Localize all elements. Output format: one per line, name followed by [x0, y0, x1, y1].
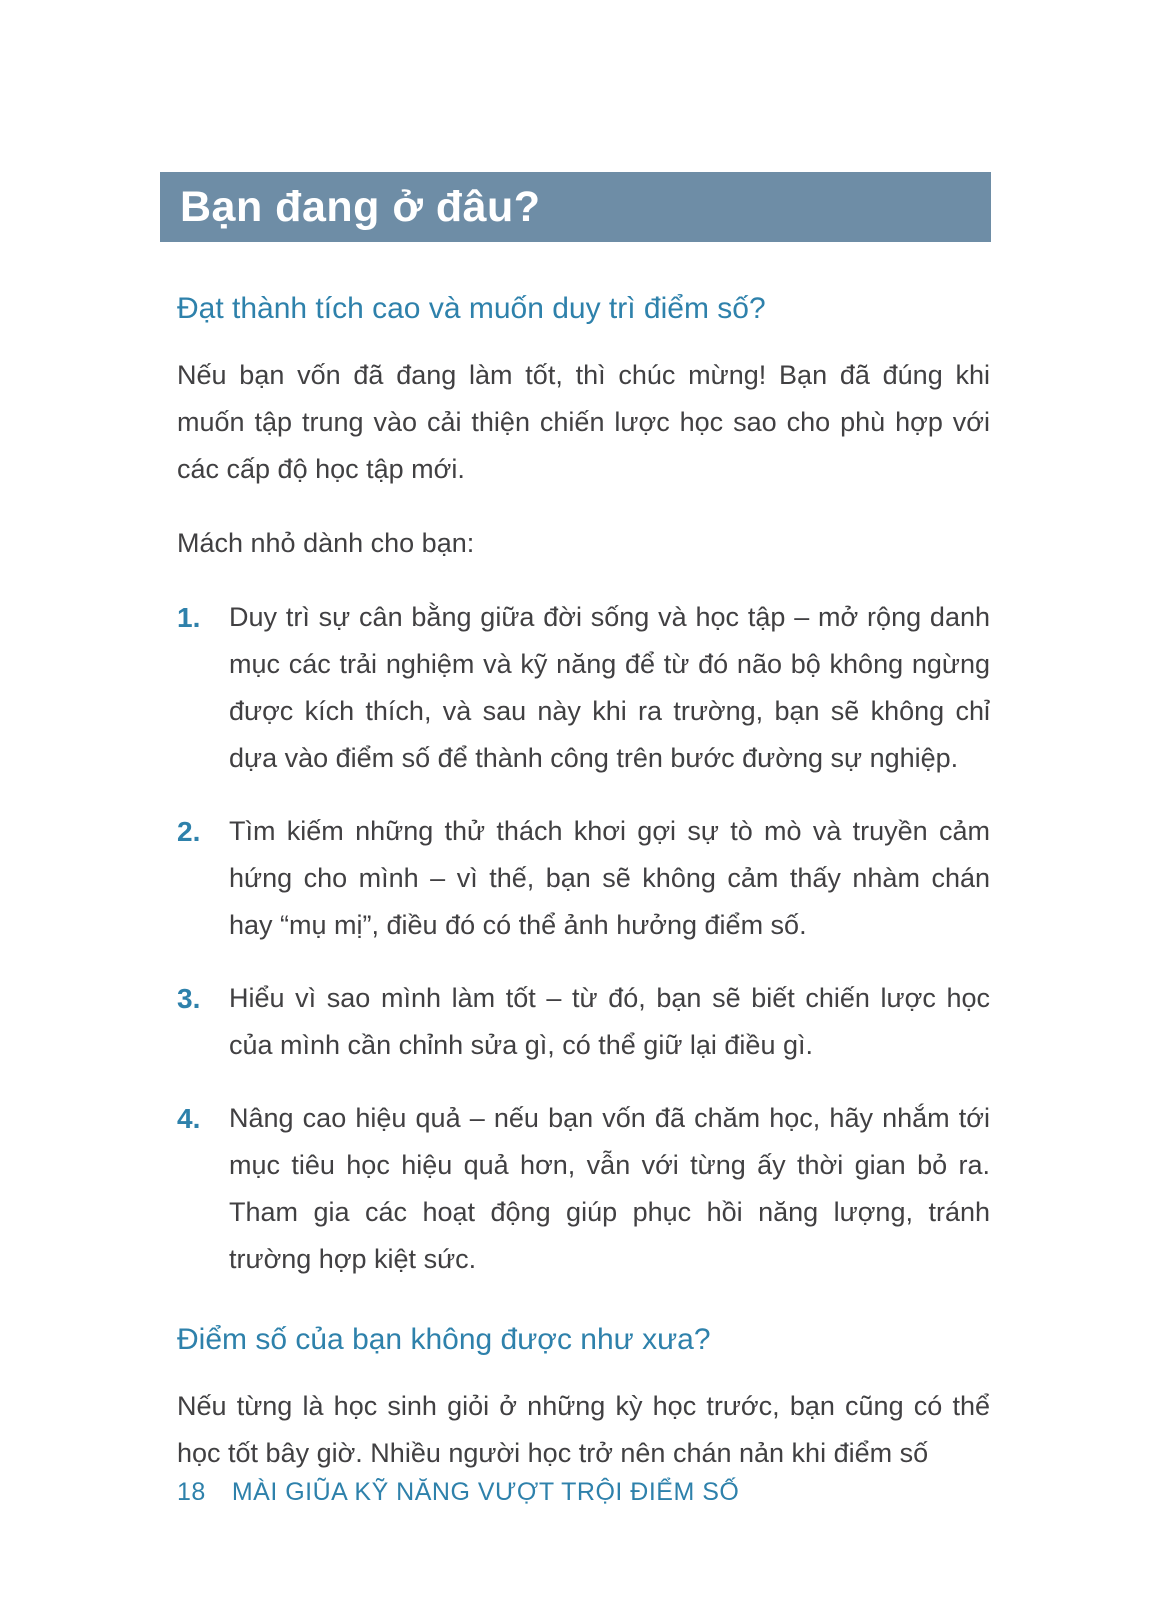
page-content: [177, 242, 990, 1504]
list-item-text: Nâng cao hiệu quả – nếu bạn vốn đã chăm học, hãy nhắm tới mục tiêu học hiệu quả hơn, vẫn với từng ấy thời gian bỏ ra. Tham gia các hoạt động giúp phục hồi năng lượng, tránh trường hợp kiệt sức.: [229, 1103, 990, 1274]
paragraph-congrats: Nếu bạn vốn đã đang làm tốt, thì chúc mừng! Bạn đã đúng khi muốn tập trung vào cải thiện chiến lược học sao cho phù hợp với các cấp độ học tập mới.: [177, 360, 990, 484]
page-footer: [177, 1478, 739, 1507]
list-item-text: Duy trì sự cân bằng giữa đời sống và học tập – mở rộng danh mục các trải nghiệm và kỹ năng để từ đó não bộ không ngừng được kích thích, và sau này khi ra trường, bạn sẽ không chỉ dựa vào điểm số để thành công trên bước đường sự nghiệp.: [229, 602, 990, 773]
chapter-banner-title: Bạn đang ở đâu?: [180, 182, 541, 231]
list-item: [177, 594, 990, 782]
list-item-text: Tìm kiếm những thử thách khơi gợi sự tò mò và truyền cảm hứng cho mình – vì thế, bạn sẽ không cảm thấy nhàm chán hay “mụ mị”, điều đó có thể ảnh hưởng điểm số.: [229, 816, 990, 940]
paragraph-grades-slipping: Nếu từng là học sinh giỏi ở những kỳ học trước, bạn cũng có thể học tốt bây giờ. Nhiều người học trở nên chán nản khi điểm số: [177, 1391, 990, 1468]
tips-list: [177, 594, 990, 1283]
list-item: [177, 975, 990, 1069]
section-heading-high-achiever: Đạt thành tích cao và muốn duy trì điểm số?: [177, 292, 766, 325]
page-number: 18: [177, 1478, 206, 1506]
section-heading-grades-slipping: Điểm số của bạn không được như xưa?: [177, 1323, 711, 1356]
book-title: MÀI GIŨA KỸ NĂNG VƯỢT TRỘI ĐIỂM SỐ: [231, 1478, 740, 1506]
list-item-number: 4.: [177, 1103, 201, 1134]
list-item-text: Hiểu vì sao mình làm tốt – từ đó, bạn sẽ biết chiến lược học của mình cần chỉnh sửa gì, có thể giữ lại điều gì.: [229, 983, 990, 1060]
paragraph-tips-intro: Mách nhỏ dành cho bạn:: [177, 528, 475, 558]
list-item: [177, 1095, 990, 1283]
list-item-number: 1.: [177, 602, 201, 633]
chapter-banner: [160, 172, 991, 242]
list-item-number: 3.: [177, 983, 201, 1014]
list-item: [177, 808, 990, 949]
list-item-number: 2.: [177, 816, 201, 847]
